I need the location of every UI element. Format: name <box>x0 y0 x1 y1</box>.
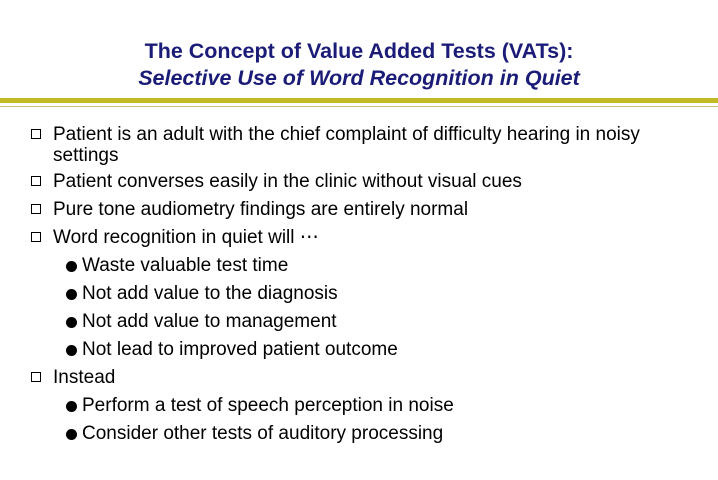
bullet-text: Patient converses easily in the clinic without visual cues <box>53 171 522 192</box>
sub-bullet-text: Perform a test of speech perception in noise <box>82 395 454 416</box>
round-bullet-icon <box>66 289 77 300</box>
bullet-text: Instead <box>53 367 116 388</box>
checkbox-bullet-icon <box>31 204 41 214</box>
round-bullet-icon <box>66 345 77 356</box>
sub-bullet-item <box>30 339 700 360</box>
bullet-item <box>30 367 700 388</box>
bullet-text: Pure tone audiometry findings are entirely normal <box>53 199 469 220</box>
bullet-item <box>30 171 700 192</box>
sub-bullet-text: Not add value to the diagnosis <box>82 283 338 304</box>
sub-bullet-item <box>30 423 700 444</box>
title-line-2: Selective Use of Word Recognition in Quiet <box>138 66 580 90</box>
round-bullet-icon <box>66 429 77 440</box>
checkbox-bullet-icon <box>31 176 41 186</box>
sub-bullet-item <box>30 311 700 332</box>
sub-bullet-text: Waste valuable test time <box>82 255 289 276</box>
bullet-item <box>30 124 700 166</box>
checkbox-bullet-icon <box>31 232 41 242</box>
bullet-item <box>30 199 700 220</box>
sub-bullet-item <box>30 395 700 416</box>
sub-bullet-text: Not add value to management <box>82 311 337 332</box>
title-line-1: The Concept of Value Added Tests (VATs): <box>144 39 574 63</box>
title-divider-thin <box>0 106 718 107</box>
bullet-text: Word recognition in quiet will ⋯ <box>53 227 319 248</box>
round-bullet-icon <box>66 261 77 272</box>
sub-bullet-text: Not lead to improved patient outcome <box>82 339 398 360</box>
bullet-text: Patient is an adult with the chief complaint of difficulty hearing in noisy settings <box>53 124 640 166</box>
slide-body <box>30 124 700 451</box>
sub-bullet-text: Consider other tests of auditory processing <box>82 423 444 444</box>
checkbox-bullet-icon <box>31 372 41 382</box>
title-divider-thick <box>0 98 718 103</box>
round-bullet-icon <box>66 401 77 412</box>
checkbox-bullet-icon <box>31 129 41 139</box>
sub-bullet-item <box>30 283 700 304</box>
bullet-item <box>30 227 700 248</box>
sub-bullet-item <box>30 255 700 276</box>
round-bullet-icon <box>66 317 77 328</box>
slide-title <box>0 38 718 92</box>
